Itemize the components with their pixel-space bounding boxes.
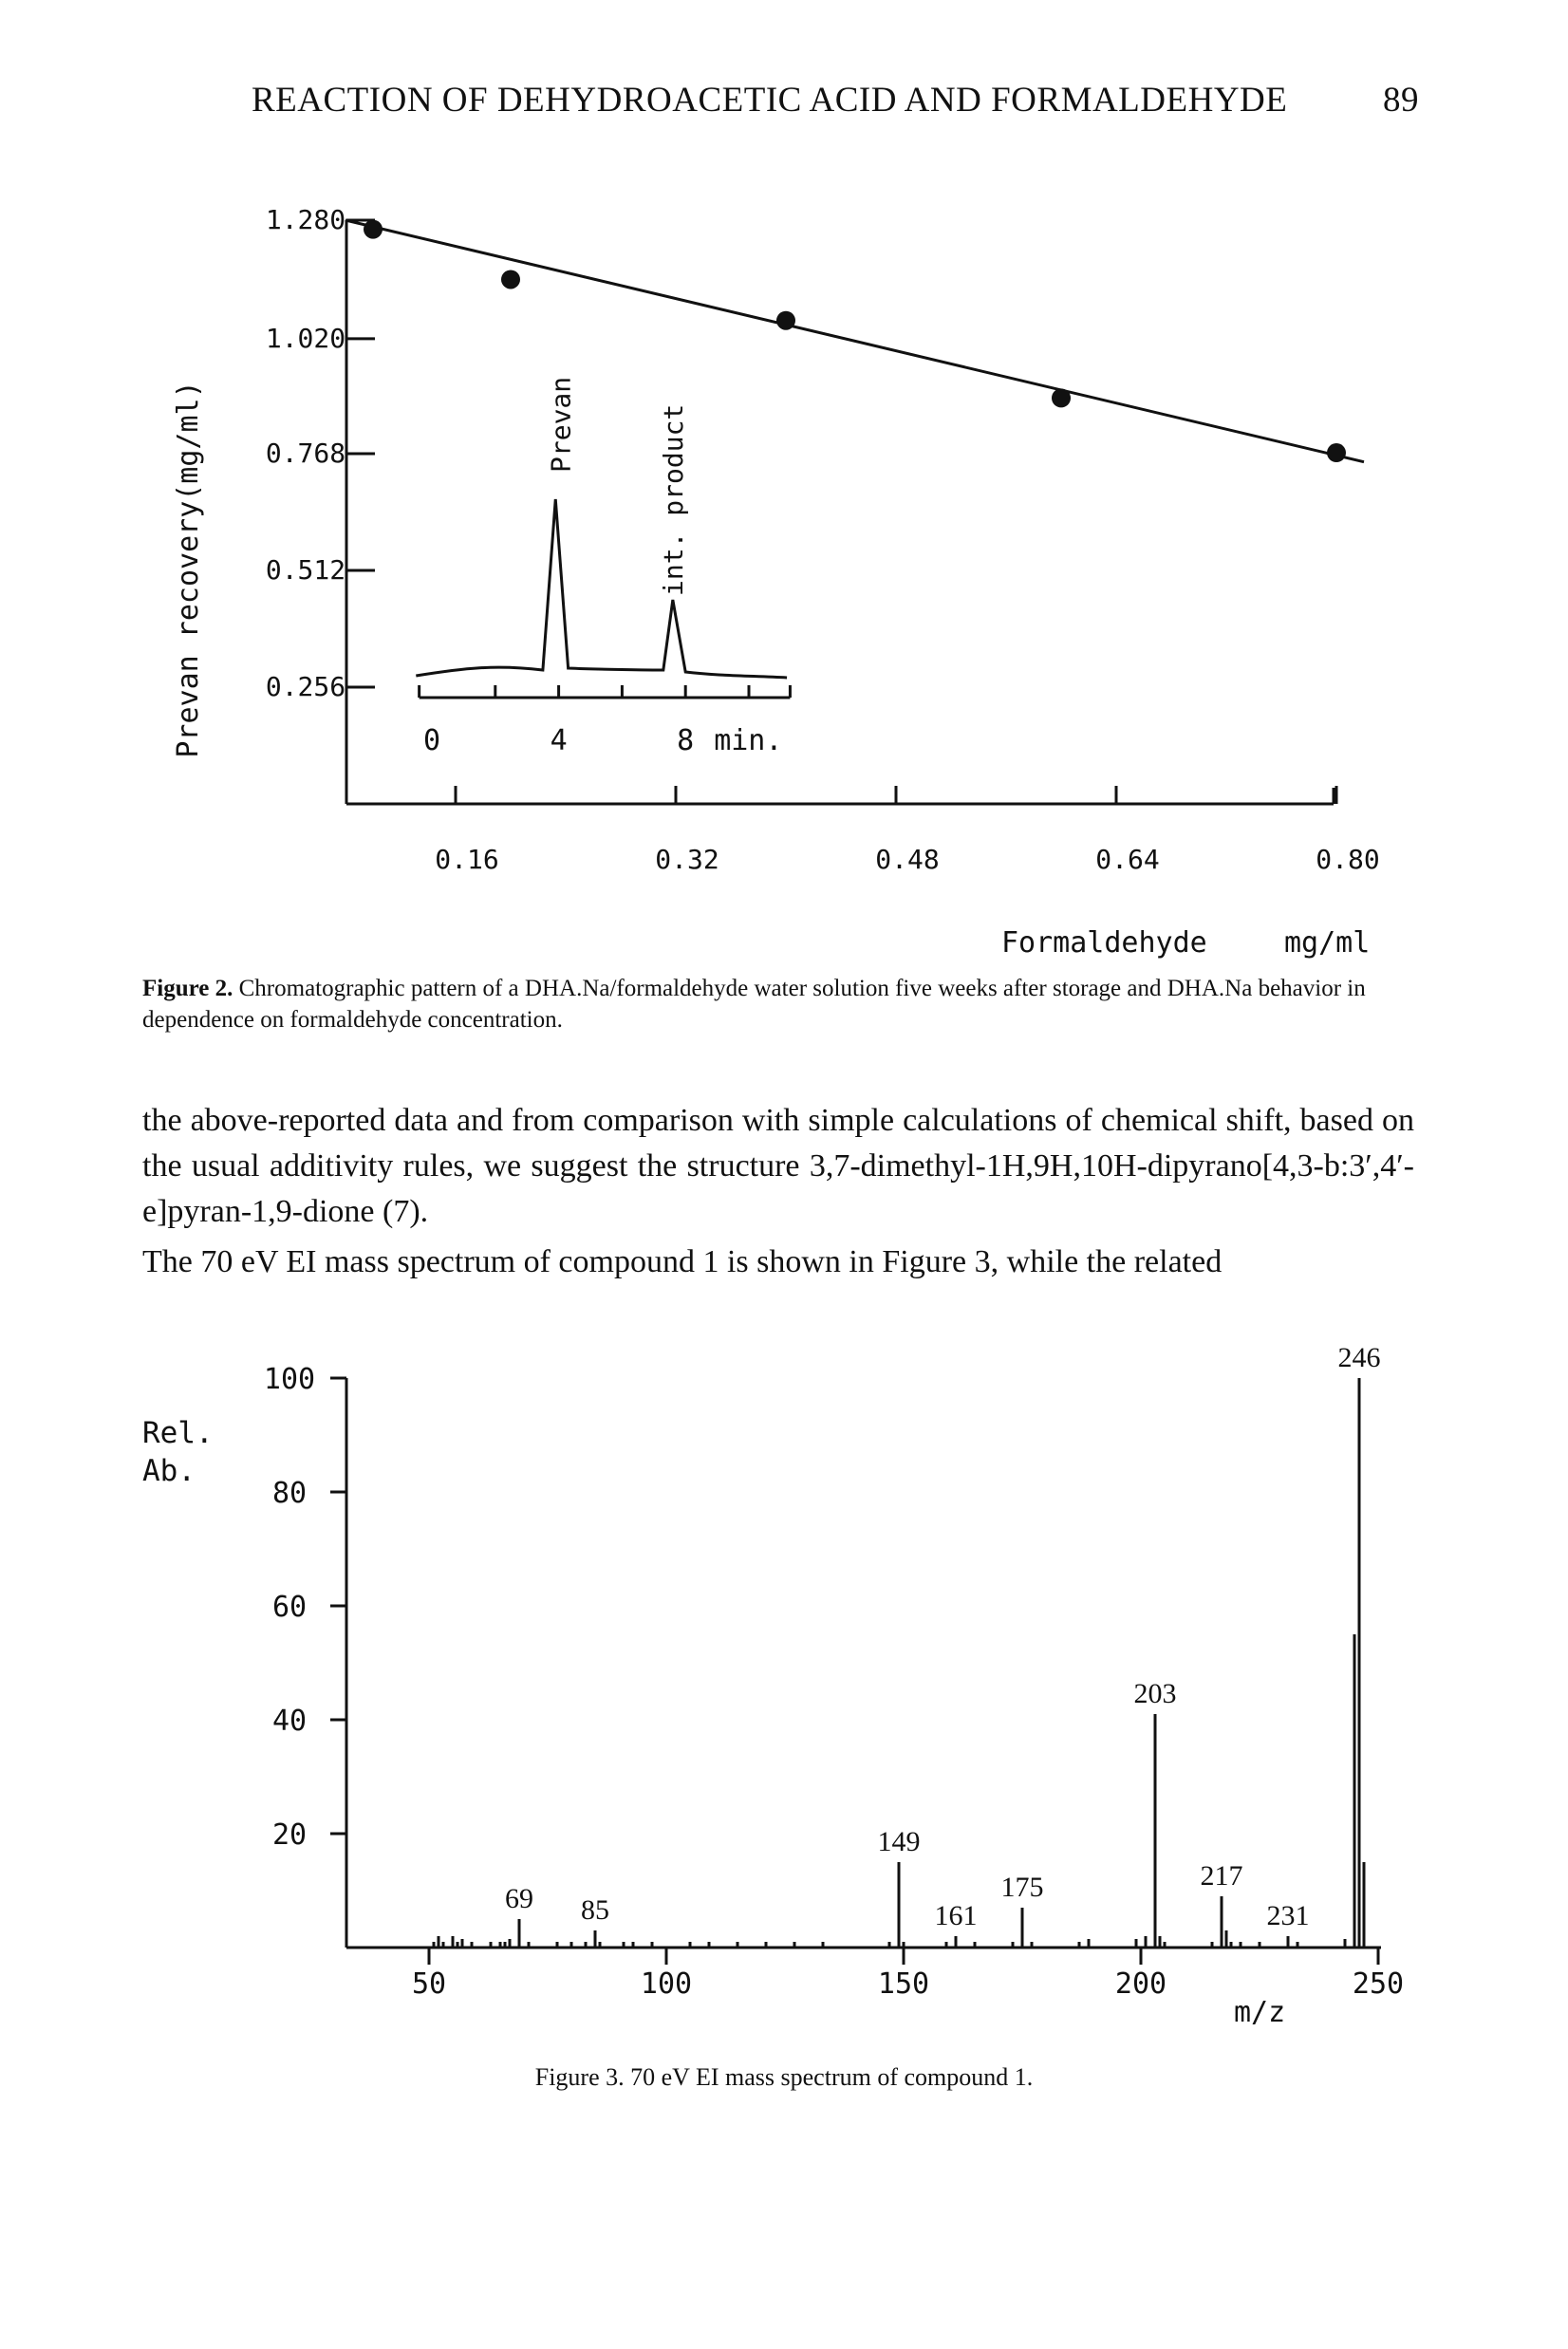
figure-3-caption: Figure 3. 70 eV EI mass spectrum of compound 1. xyxy=(534,2063,1034,2091)
fig2-inset-trace xyxy=(416,499,787,678)
fig2-x-tick-labels xyxy=(435,786,1379,875)
fig2-data-point-4 xyxy=(1052,388,1071,407)
fig2-inset-peak-label-prevan: Prevan xyxy=(545,376,577,473)
fig3-y-tick-label: 100 xyxy=(263,1363,316,1396)
fig2-x-tick-label: 0.16 xyxy=(435,844,499,875)
fig3-peak-label-217: 217 xyxy=(1200,1860,1243,1892)
fig2-y-tick-label: 0.512 xyxy=(265,554,346,586)
fig2-data-point-2 xyxy=(501,270,520,289)
fig2-data-point-3 xyxy=(776,311,795,330)
fig2-inset-chromatogram xyxy=(416,377,790,757)
figure-2-caption xyxy=(142,973,1414,1035)
fig3-y-label-rel: Rel. xyxy=(142,1416,214,1450)
fig3-peak-label-175: 175 xyxy=(1000,1872,1044,1903)
body-paragraph-2: The 70 eV EI mass spectrum of compound 1 is shown in Figure 3, while the related xyxy=(142,1244,1223,1279)
fig3-peak-label-246: 246 xyxy=(1337,1342,1381,1373)
fig2-inset-tick-label: 4 xyxy=(550,724,568,757)
fig3-peak-label-203: 203 xyxy=(1133,1678,1177,1709)
fig2-y-tick-label: 0.256 xyxy=(265,671,346,702)
fig3-peak-label-149: 149 xyxy=(877,1826,921,1857)
figure-2-chart xyxy=(0,0,1568,978)
fig2-data-point-1 xyxy=(364,220,383,239)
fig3-y-label-ab: Ab. xyxy=(142,1454,196,1488)
fig2-trendline-line xyxy=(345,220,1364,462)
fig2-y-axis-label: Prevan recovery(mg/ml) xyxy=(172,381,205,758)
fig2-inset-peak-label-product: int. product xyxy=(657,403,689,596)
fig2-trendline xyxy=(345,220,1364,462)
fig3-x-tick-label: 50 xyxy=(411,1967,447,2001)
fig2-inset-tick-label: 8 xyxy=(677,724,695,757)
fig2-x-axis-label: Formaldehyde xyxy=(1001,926,1207,960)
fig3-y-tick-label: 40 xyxy=(271,1705,308,1738)
running-head-title: REACTION OF DEHYDROACETIC ACID AND FORMALDEHYDE xyxy=(252,81,1288,120)
fig2-data-point-5 xyxy=(1327,443,1346,462)
fig2-y-tick-label: 0.768 xyxy=(265,438,346,469)
fig3-peak-label-161: 161 xyxy=(934,1900,978,1931)
page-number: 89 xyxy=(1383,81,1419,120)
fig2-axes xyxy=(346,220,1334,804)
fig3-y-tick-label: 20 xyxy=(271,1818,308,1852)
fig3-x-tick-label: 100 xyxy=(640,1967,693,2001)
fig3-y-tick-label: 80 xyxy=(271,1477,308,1510)
fig2-y-tick-label: 1.020 xyxy=(265,322,346,354)
fig3-y-tick-labels xyxy=(264,1363,346,1852)
fig2-y-tick-labels xyxy=(266,204,375,702)
fig3-x-axis-label: m/z xyxy=(1234,1996,1286,2029)
fig2-inset-tick-label: 0 xyxy=(422,724,441,757)
fig3-x-tick-label: 200 xyxy=(1114,1967,1167,2001)
figure-2-caption-label: Figure 2. xyxy=(142,976,233,1001)
fig3-peak-label-69: 69 xyxy=(505,1883,533,1914)
fig2-y-tick-label: 1.280 xyxy=(265,204,346,235)
fig2-inset-unit: min. xyxy=(714,724,783,757)
fig3-peak-label-85: 85 xyxy=(581,1894,609,1926)
fig3-x-tick-label: 250 xyxy=(1352,1967,1405,2001)
figure-3-chart xyxy=(0,1310,1568,2050)
fig2-x-axis-unit: mg/ml xyxy=(1284,926,1371,960)
body-paragraph-1: the above-reported data and from comparison with simple calculations of chemical shift, based on the usual additivity rules, we suggest the structure 3,7-dimethyl-1H,9H,10H-dipyrano[4,3-b:3′,4′-e]pyran-1,9-dione (7). xyxy=(142,1103,1414,1229)
fig2-x-tick-label: 0.80 xyxy=(1316,844,1380,875)
fig2-x-tick-label: 0.32 xyxy=(655,844,719,875)
fig3-y-tick-label: 60 xyxy=(271,1591,308,1624)
fig2-x-tick-label: 0.64 xyxy=(1095,844,1160,875)
fig2-x-tick-label: 0.48 xyxy=(875,844,940,875)
fig3-x-tick-labels xyxy=(412,1948,1404,2001)
fig3-peak-label-231: 231 xyxy=(1266,1900,1310,1931)
figure-2-caption-text: Chromatographic pattern of a DHA.Na/formaldehyde water solution five weeks after storage and DHA.Na behavior in dependence on formaldehyde concentration. xyxy=(142,976,1366,1033)
fig3-labeled-peaks xyxy=(505,1342,1381,1948)
fig3-x-tick-label: 150 xyxy=(877,1967,930,2001)
